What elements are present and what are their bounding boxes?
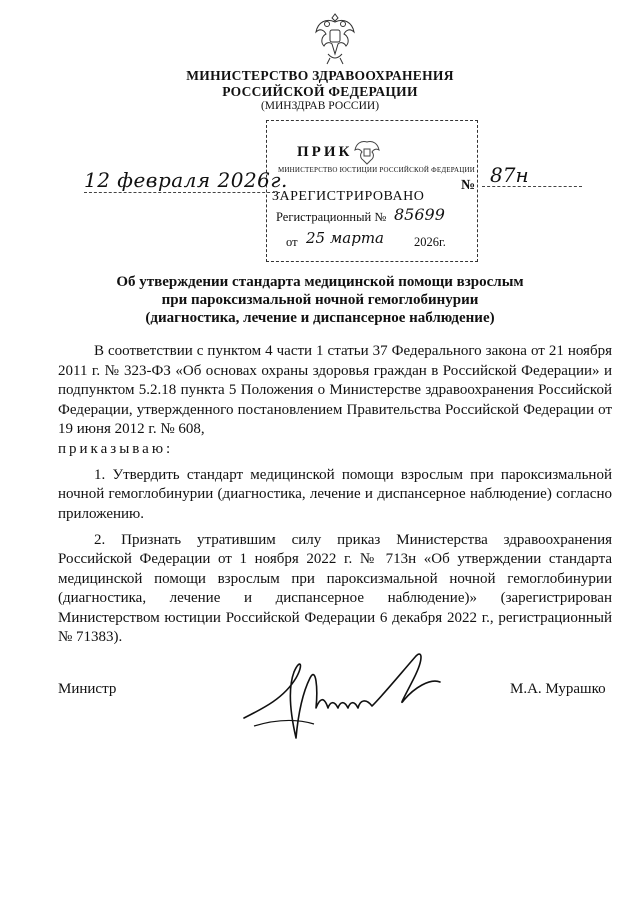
reg-date-label: от <box>286 235 298 249</box>
signatory-name: М.А. Мурашко <box>510 681 606 697</box>
order-word: приказываю: <box>58 440 174 457</box>
item-2: 2. Признать утратившим силу приказ Министерства здравоохранения Российской Федерации от 1 ноября 2022 г. № 713н «Об утверждении стандарта медицинской помощи взрослым при пароксизмальной ночной гемоглобинурии (диагностика, лечение и диспансерное наблюдение)» (зарегистрирован Министерством юстиции Российской Федерации 6 декабря 2022 г., регистрационный № 71383). <box>58 531 612 645</box>
order-date: 12 февраля 2026г. <box>84 168 288 192</box>
order-number: 87н <box>490 163 529 187</box>
coat-of-arms-icon <box>312 8 358 68</box>
signatory-position: Министр <box>58 681 117 697</box>
stamp-emblem-icon <box>352 138 382 166</box>
number-sign: № <box>461 178 476 193</box>
document-title <box>60 273 580 327</box>
ministry-name-line1: МИНИСТЕРСТВО ЗДРАВООХРАНЕНИЯ <box>186 68 454 83</box>
preamble-paragraph <box>58 342 612 459</box>
item-1: 1. Утвердить стандарт медицинской помощи взрослым при пароксизмальной ночной гемоглобинурии (диагностика, лечение и диспансерное наблюдение) согласно приложению. <box>58 466 612 522</box>
title-line2: при пароксизмальной ночной гемоглобинурии <box>161 292 479 308</box>
reg-number-label: Регистрационный № <box>276 210 387 224</box>
reg-number-value: 85699 <box>394 205 445 224</box>
title-line1: Об утверждении стандарта медицинской помощи взрослым <box>116 274 524 290</box>
reg-date-value: 25 марта <box>306 229 385 247</box>
number-underline <box>482 186 582 187</box>
preamble-text: В соответствии с пунктом 4 части 1 статьи 37 Федерального закона от 21 ноября 2011 г. № 323-ФЗ «Об основах охраны здоровья граждан в Российской Федерации» и подпунктом 5.2.18 пункта 5 Положения о Министерстве здравоохранения Российской Федерации, утвержденного постановлением Правительства Российской Федерации от 19 июня 2012 г. № 608, <box>58 343 612 437</box>
handwritten-signature-icon <box>234 638 454 750</box>
document-body <box>58 342 612 654</box>
stamp-authority: МИНИСТЕРСТВО ЮСТИЦИИ РОССИЙСКОЙ ФЕДЕРАЦИИ <box>278 166 475 174</box>
title-line3: (диагностика, лечение и диспансерное наблюдение) <box>145 310 495 326</box>
order-type-label: ПРИК <box>297 144 353 160</box>
stamp-status: ЗАРЕГИСТРИРОВАНО <box>272 189 425 204</box>
ministry-abbreviation: (МИНЗДРАВ РОССИИ) <box>260 100 380 112</box>
reg-date-year: 2026г. <box>414 235 446 249</box>
ministry-name-line2: РОССИЙСКОЙ ФЕДЕРАЦИИ <box>222 84 418 99</box>
date-underline <box>84 192 280 194</box>
